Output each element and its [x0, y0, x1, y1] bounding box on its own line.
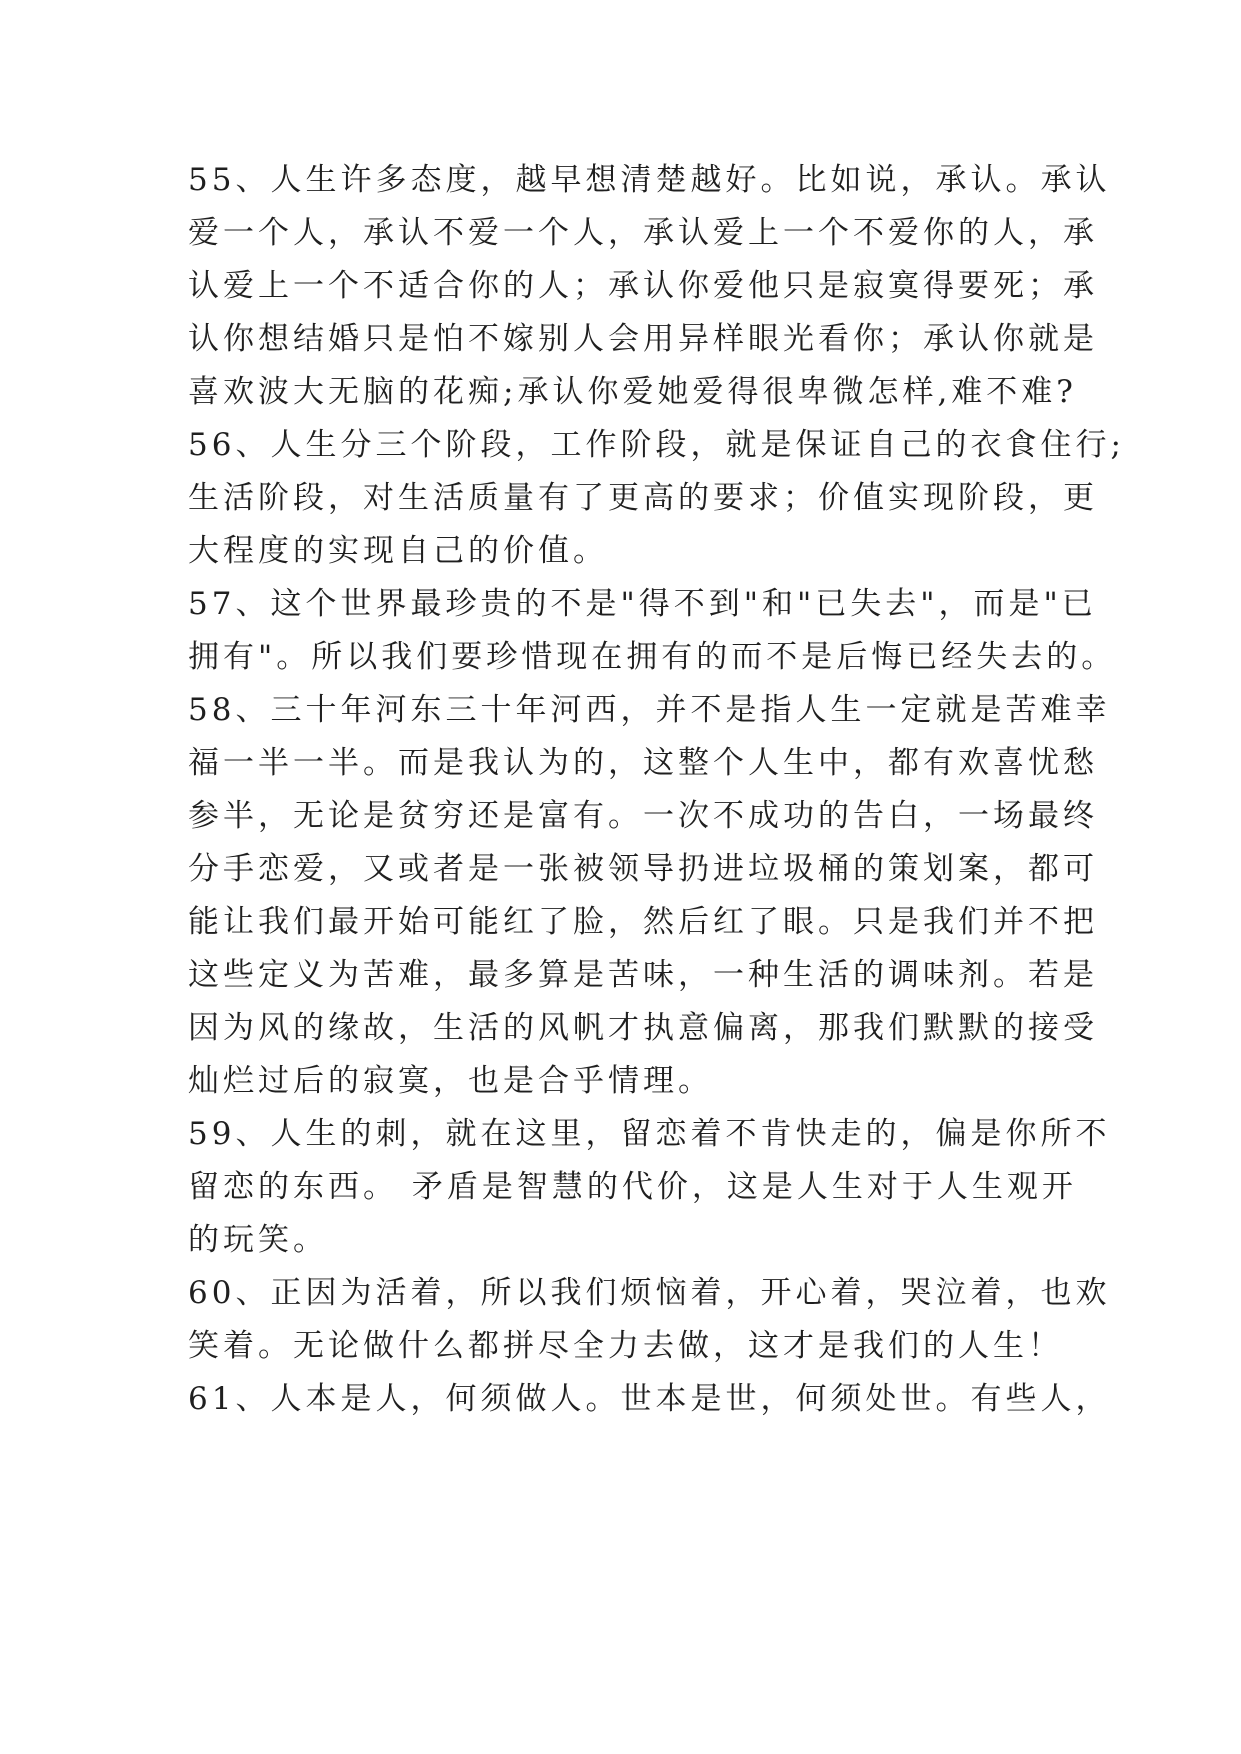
text-line: 福一半一半。而是我认为的，这整个人生中，都有欢喜忧愁: [188, 745, 1098, 781]
text-line: 的玩笑。: [188, 1222, 328, 1258]
text-line: 生活阶段，对生活质量有了更高的要求；价值实现阶段，更: [188, 480, 1098, 516]
text-line: 56、人生分三个阶段，工作阶段，就是保证自己的衣食住行;: [188, 427, 1125, 463]
text-line: 大程度的实现自己的价值。: [188, 533, 608, 569]
text-line: 57、这个世界最珍贵的不是"得不到"和"已失去"，而是"已: [188, 586, 1097, 622]
text-line: 这些定义为苦难，最多算是苦味，一种生活的调味剂。若是: [188, 957, 1098, 993]
text-line: 拥有"。所以我们要珍惜现在拥有的而不是后悔已经失去的。: [188, 639, 1117, 675]
text-line: 笑着。无论做什么都拼尽全力去做，这才是我们的人生！: [188, 1328, 1063, 1364]
text-line: 认爱上一个不适合你的人；承认你爱他只是寂寞得要死；承: [188, 268, 1098, 304]
text-line: 能让我们最开始可能红了脸，然后红了眼。只是我们并不把: [188, 904, 1098, 940]
text-line: 喜欢波大无脑的花痴;承认你爱她爱得很卑微怎样,难不难?: [188, 374, 1077, 410]
text-line: 58、三十年河东三十年河西，并不是指人生一定就是苦难幸: [188, 692, 1111, 728]
text-line: 61、人本是人，何须做人。世本是世，何须处世。有些人，: [188, 1381, 1111, 1417]
text-line: 55、人生许多态度，越早想清楚越好。比如说，承认。承认: [188, 162, 1111, 198]
text-line: 认你想结婚只是怕不嫁别人会用异样眼光看你；承认你就是: [188, 321, 1098, 357]
text-line: 60、正因为活着，所以我们烦恼着，开心着，哭泣着，也欢: [188, 1275, 1111, 1311]
text-line: 因为风的缘故，生活的风帆才执意偏离，那我们默默的接受: [188, 1010, 1098, 1046]
text-line: 留恋的东西。 矛盾是智慧的代价，这是人生对于人生观开: [188, 1169, 1077, 1205]
text-line: 爱一个人，承认不爱一个人，承认爱上一个不爱你的人，承: [188, 215, 1098, 251]
text-line: 59、人生的刺，就在这里，留恋着不肯快走的，偏是你所不: [188, 1116, 1111, 1152]
text-line: 分手恋爱，又或者是一张被领导扔进垃圾桶的策划案，都可: [188, 851, 1098, 887]
text-line: 参半，无论是贫穷还是富有。一次不成功的告白，一场最终: [188, 798, 1098, 834]
text-line: 灿烂过后的寂寞，也是合乎情理。: [188, 1063, 713, 1099]
